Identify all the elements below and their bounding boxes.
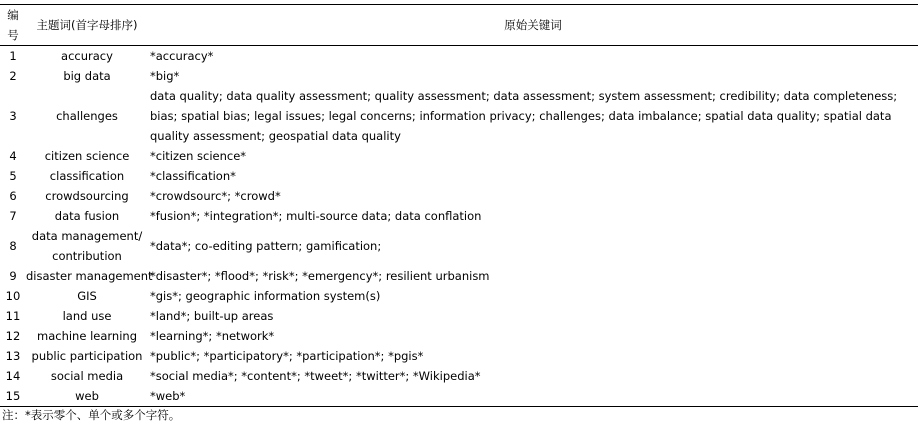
row-topic: social media — [50, 369, 124, 383]
row-topic: classification — [49, 169, 125, 183]
keyword-table — [0, 4, 918, 407]
table-row — [0, 86, 918, 146]
row-topic: web — [75, 389, 99, 403]
row-keywords: *citizen science* — [150, 149, 247, 163]
header-topic: 主题词(首字母排序) — [36, 18, 138, 32]
row-topic — [26, 226, 148, 266]
row-topic: citizen science — [44, 149, 130, 163]
table-row — [0, 166, 918, 186]
row-number: 12 — [5, 329, 21, 343]
row-number: 11 — [5, 309, 21, 323]
table-row — [0, 146, 918, 166]
table-note: 注：*表示零个、单个或多个字符。 — [2, 408, 181, 422]
row-topic-line2: contribution — [52, 249, 122, 263]
row-keywords: *public*; *participatory*; *participation*; *pgis* — [150, 349, 424, 363]
row-keywords: *data*; co-editing pattern; gamification; — [150, 239, 382, 253]
row-number: 9 — [9, 269, 17, 283]
row-topic: big data — [63, 69, 111, 83]
row-number: 7 — [9, 209, 17, 223]
table-row — [0, 46, 918, 67]
row-number: 1 — [9, 49, 17, 63]
row-topic-line1: data management/ — [31, 229, 143, 243]
header-row — [0, 5, 918, 46]
row-keywords: *web* — [150, 389, 186, 403]
row-keywords: *land*; built-up areas — [150, 309, 274, 323]
row-topic: machine learning — [37, 329, 137, 343]
table-row — [0, 186, 918, 206]
row-topic: data fusion — [54, 209, 120, 223]
table-row — [0, 226, 918, 266]
row-keywords: *accuracy* — [150, 49, 214, 63]
table-row — [0, 306, 918, 326]
table-row — [0, 366, 918, 386]
row-topic: public participation — [31, 349, 143, 363]
row-topic: land use — [62, 309, 112, 323]
row-topic: crowdsourcing — [45, 189, 129, 203]
row-keywords: *learning*; *network* — [150, 329, 275, 343]
row-keywords: *classification* — [150, 169, 236, 183]
row-number: 15 — [5, 389, 21, 403]
row-topic: accuracy — [61, 49, 113, 63]
row-number: 6 — [9, 189, 17, 203]
row-number: 4 — [9, 149, 17, 163]
row-topic: challenges — [56, 109, 118, 123]
row-number: 3 — [9, 109, 17, 123]
table-row — [0, 286, 918, 306]
table-row — [0, 386, 918, 407]
table-row — [0, 326, 918, 346]
header-number — [0, 5, 26, 46]
row-keywords: *crowdsourc*; *crowd* — [150, 189, 281, 203]
row-number: 10 — [5, 289, 21, 303]
table-row — [0, 66, 918, 86]
row-keywords: *disaster*; *flood*; *risk*; *emergency*; resilient urbanism — [150, 269, 490, 283]
row-topic: GIS — [77, 289, 97, 303]
row-keywords: data quality; data quality assessment; quality assessment; data assessment; system assessment; credibility; data completeness; bias; spatial bias; legal issues; legal concerns; information privacy; challenges; data imbalance; spatial data quality; spatial data quality assessment; geospatial data quality — [150, 89, 898, 143]
table-row — [0, 206, 918, 226]
row-keywords: *gis*; geographic information system(s) — [150, 289, 381, 303]
row-keywords: *social media*; *content*; *tweet*; *twitter*; *Wikipedia* — [150, 369, 481, 383]
table-row — [0, 346, 918, 366]
row-keywords: *big* — [150, 69, 180, 83]
row-number: 5 — [9, 169, 17, 183]
table-row — [0, 266, 918, 286]
row-number: 14 — [5, 369, 21, 383]
row-number: 8 — [9, 239, 17, 253]
row-keywords: *fusion*; *integration*; multi-source data; data conflation — [150, 209, 482, 223]
row-number: 2 — [9, 69, 17, 83]
row-topic: disaster management — [26, 269, 153, 283]
row-number: 13 — [5, 349, 21, 363]
header-number-line2: 号 — [7, 28, 19, 42]
header-keywords: 原始关键词 — [504, 18, 562, 32]
header-number-line1: 编 — [7, 8, 19, 22]
